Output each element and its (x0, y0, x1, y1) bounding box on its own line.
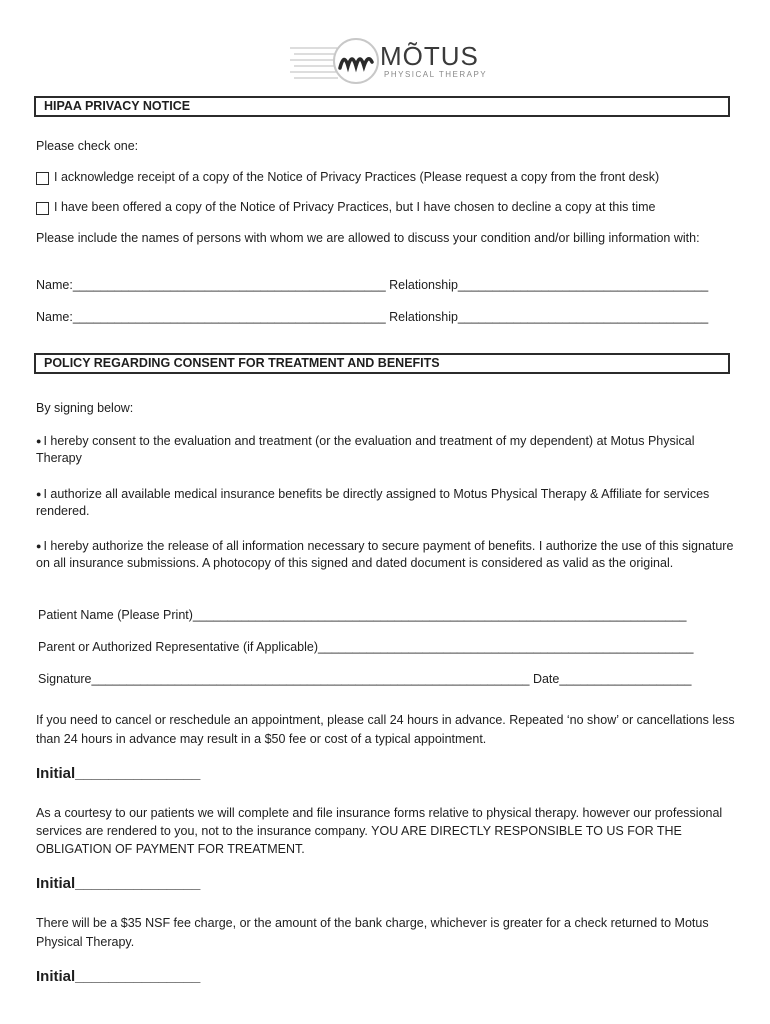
hipaa-heading: HIPAA PRIVACY NOTICE (34, 96, 730, 117)
initial-field-2[interactable]: Initial_______________ (36, 875, 201, 892)
consent-bullet-2-text: I authorize all available medical insurance benefits be directly assigned to Motus Physical Therapy & Affiliate for services rendered. (36, 487, 710, 518)
decline-checkbox[interactable] (36, 202, 49, 215)
name-relationship-row-1[interactable]: Name:_____________________________________________ Relationship____________________________________ (36, 278, 709, 292)
nsf-fee-text: There will be a $35 NSF fee charge, or the amount of the bank charge, whichever is greater for a check returned to Motus Physical Therapy. (36, 916, 709, 949)
parent-representative-field[interactable]: Parent or Authorized Representative (if Applicable)______________________________________________________ (38, 640, 694, 654)
signature-date-field[interactable]: Signature_______________________________________________________________ Date___________________ (38, 672, 692, 686)
motus-m-icon (288, 36, 380, 86)
consent-bullet-1-text: I hereby consent to the evaluation and treatment (or the evaluation and treatment of my dependent) at Motus Physical Therapy (36, 434, 695, 465)
consent-heading: POLICY REGARDING CONSENT FOR TREATMENT AND BENEFITS (34, 353, 730, 374)
consent-bullet-3 (36, 538, 736, 572)
name-relationship-row-2[interactable]: Name:_____________________________________________ Relationship____________________________________ (36, 310, 709, 324)
logo-brand-text: MÕTUS (380, 41, 479, 71)
patient-name-field[interactable]: Patient Name (Please Print)_______________________________________________________________________ (38, 608, 687, 622)
consent-bullet-1 (36, 433, 736, 467)
check-one-label: Please check one: (36, 139, 139, 153)
initial-field-3[interactable]: Initial_______________ (36, 968, 201, 985)
by-signing-label: By signing below: (36, 401, 134, 415)
decline-option-label: I have been offered a copy of the Notice of Privacy Practices, but I have chosen to decline a copy at this time (54, 200, 656, 214)
bullet-icon: ● (36, 489, 42, 499)
initial-field-1[interactable]: Initial_______________ (36, 765, 201, 782)
logo-subtitle: PHYSICAL THERAPY (384, 70, 488, 79)
consent-bullet-2 (36, 486, 736, 520)
acknowledge-option-label: I acknowledge receipt of a copy of the Notice of Privacy Practices (Please request a copy from the front desk) (54, 170, 660, 184)
bullet-icon: ● (36, 541, 42, 551)
bullet-icon: ● (36, 436, 42, 446)
cancellation-policy-text: If you need to cancel or reschedule an appointment, please call 24 hours in advance. Repeated ‘no show’ or cancellations less than 24 hours in advance may result in a $50 fee or cost of a typical appointment. (36, 713, 735, 746)
insurance-courtesy-text: As a courtesy to our patients we will complete and file insurance forms relative to physical therapy. however our professional services are rendered to you, not to the insurance company. YOU ARE DIRECTLY RESPONSIBLE TO US FOR THE OBLIGATION OF PAYMENT FOR TREATMENT. (36, 806, 723, 856)
acknowledge-checkbox[interactable] (36, 172, 49, 185)
include-names-text: Please include the names of persons with whom we are allowed to discuss your condition and/or billing information with: (36, 231, 700, 245)
motus-logo (288, 36, 488, 86)
consent-bullet-3-text: I hereby authorize the release of all information necessary to secure payment of benefits. I authorize the use of this signature on all insurance submissions. A photocopy of this signed and dated document is considered as valid as the original. (36, 539, 734, 570)
